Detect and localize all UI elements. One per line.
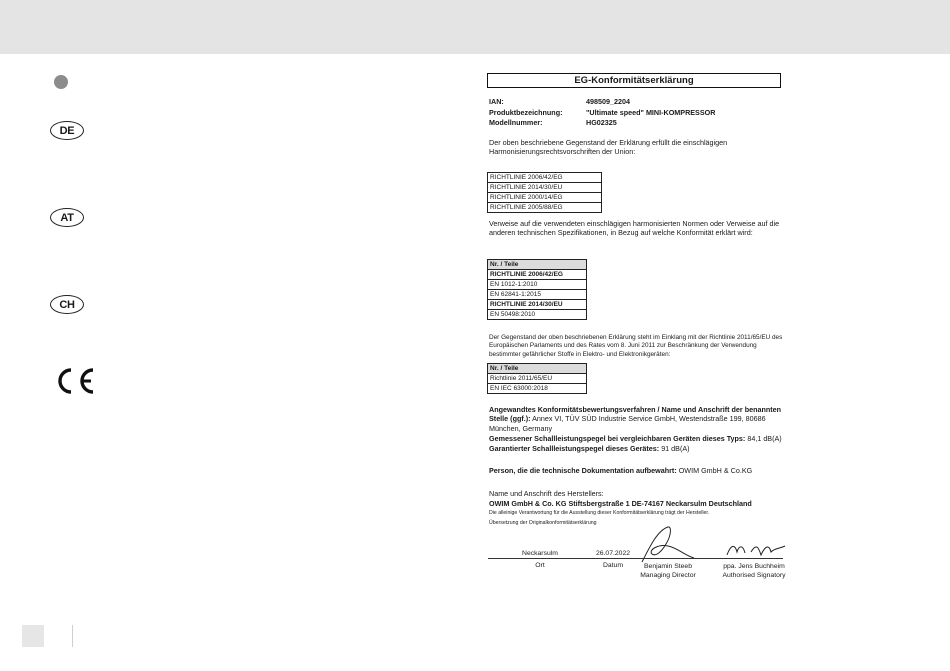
- info-value: 498509_2204: [586, 97, 630, 106]
- table-row: [488, 280, 587, 290]
- rohs-paragraph: Der Gegenstand der oben beschriebenen Erklärung steht im Einklang mit der Richtlinie 2011/65/EU des Europäischen Parlaments und des Rates vom 8. Juni 2011 zur Beschränkung der Verwendung bestimmter gefährlicher Stoffe in Elektro- und Elektronikgeräten:: [489, 334, 783, 358]
- measured-noise: [489, 434, 784, 443]
- measured-value: 84,1 dB(A): [747, 434, 782, 443]
- document-title: EG-Konformitätserklärung: [487, 73, 781, 88]
- ce-mark-icon: [53, 367, 97, 395]
- table-row: [488, 193, 602, 203]
- table-header-cell: Nr. / Teile: [488, 364, 587, 374]
- info-value: HG02325: [586, 118, 617, 127]
- date-label: Datum: [602, 562, 624, 569]
- table-cell: Richtlinie 2011/65/EU: [488, 374, 587, 384]
- info-label: IAN:: [489, 97, 504, 106]
- table-cell: RICHTLINIE 2014/30/EU: [488, 183, 602, 193]
- table-cell: EN 62841-1:2015: [488, 290, 587, 300]
- table-header-cell: Nr. / Teile: [488, 260, 587, 270]
- rohs-table: [487, 363, 587, 394]
- documentation-person: [489, 466, 784, 475]
- signer2-role: Authorised Signatory: [722, 572, 786, 579]
- signature-icon: [638, 524, 698, 566]
- table-row: [488, 173, 602, 183]
- signer2-name: ppa. Jens Buchheim: [723, 563, 785, 570]
- info-value: "Ultimate speed" MINI-KOMPRESSOR: [586, 107, 716, 117]
- info-label: Produktbezeichnung:: [489, 107, 563, 117]
- manufacturer-address: OWIM GmbH & Co. KG Stiftsbergstraße 1 DE-74167 Neckarsulm Deutschland: [489, 499, 752, 508]
- table-row: [488, 290, 587, 300]
- signature-line: [488, 558, 783, 559]
- guaranteed-label: Garantierter Schallleistungspegel dieses Gerätes:: [489, 444, 660, 453]
- signer1-role: Managing Director: [640, 572, 696, 579]
- table-row: [488, 183, 602, 193]
- page-divider: [72, 625, 73, 647]
- table-cell: RICHTLINIE 2005/88/EG: [488, 203, 602, 213]
- table-cell: RICHTLINIE 2006/42/EG: [488, 270, 587, 280]
- person-label: Person, die die technische Dokumentation aufbewahrt:: [489, 466, 677, 475]
- header-bar: [0, 0, 950, 54]
- person-value: OWIM GmbH & Co.KG: [678, 466, 753, 475]
- translation-note: Übersetzung der Originalkonformitätserklärung: [489, 520, 597, 526]
- table-cell: EN IEC 63000:2018: [488, 384, 587, 394]
- info-row: [489, 118, 715, 129]
- info-row: [489, 97, 715, 108]
- table-cell: RICHTLINIE 2000/14/EG: [488, 193, 602, 203]
- table-cell: EN 1012-1:2010: [488, 280, 587, 290]
- table-row: [488, 374, 587, 384]
- country-marker-ch: CH: [50, 295, 84, 314]
- procedure-label: Angewandtes Konformitätsbewertungsverfahren / Name und Anschrift der benannten Stelle (ggf.):: [489, 405, 782, 424]
- grey-circle-icon: [54, 75, 68, 89]
- table-header-row: [488, 260, 587, 270]
- guaranteed-noise: [489, 444, 784, 453]
- table-row: [488, 310, 587, 320]
- table-cell: RICHTLINIE 2006/42/EG: [488, 173, 602, 183]
- procedure-paragraph: [489, 405, 784, 433]
- page-number-box: [22, 625, 44, 647]
- manufacturer-label: Name und Anschrift des Herstellers:: [489, 489, 604, 498]
- norms-table: [487, 259, 587, 320]
- procedure-value: Annex VI, TÜV SÜD Industrie Service GmbH, Westendstraße 199, 80686 München, Germany: [489, 414, 766, 433]
- product-info: [489, 97, 715, 129]
- measured-label: Gemessener Schallleistungspegel bei vergleichbaren Geräten dieses Typs:: [489, 434, 746, 443]
- info-row: [489, 108, 715, 119]
- intro-paragraph: Der oben beschriebene Gegenstand der Erklärung erfüllt die einschlägigen Harmonisierungsrechtsvorschriften der Union:: [489, 138, 728, 157]
- signer1-name: Benjamin Steeb: [644, 563, 692, 570]
- declaration-document: [470, 62, 800, 602]
- info-label: Modellnummer:: [489, 118, 543, 127]
- responsibility-note: Die alleinige Verantwortung für die Ausstellung dieser Konformitätserklärung trägt der Hersteller.: [489, 510, 710, 516]
- place-label: Ort: [535, 562, 545, 569]
- directives-table: [487, 172, 602, 213]
- country-marker-de: DE: [50, 121, 84, 140]
- table-header-row: [488, 364, 587, 374]
- table-row: [488, 203, 602, 213]
- table-row: [488, 270, 587, 280]
- references-paragraph: Verweise auf die verwendeten einschlägigen harmonisierten Normen oder Verweise auf die anderen technischen Spezifikationen, in Bezug auf welche Konformität erklärt wird:: [489, 219, 780, 238]
- country-marker-at: AT: [50, 208, 84, 227]
- table-cell: EN 50498:2010: [488, 310, 587, 320]
- signature-icon: [725, 540, 787, 560]
- table-row: [488, 300, 587, 310]
- place-value: Neckarsulm: [522, 550, 558, 557]
- date-value: 26.07.2022: [595, 550, 631, 557]
- table-cell: RICHTLINIE 2014/30/EU: [488, 300, 587, 310]
- table-row: [488, 384, 587, 394]
- guaranteed-value: 91 dB(A): [661, 444, 690, 453]
